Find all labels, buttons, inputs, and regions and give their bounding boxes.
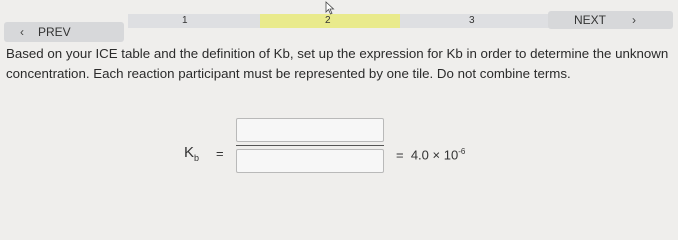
fraction-bar <box>236 145 384 146</box>
kb-main: K <box>184 144 195 161</box>
chevron-right-icon: › <box>632 13 637 27</box>
prev-label: PREV <box>38 25 71 39</box>
next-label: NEXT <box>574 13 607 27</box>
denominator-drop-zone[interactable] <box>236 149 384 173</box>
kb-value <box>396 147 465 162</box>
rhs-exponent: -6 <box>458 147 466 156</box>
step-2[interactable]: 2 <box>325 15 331 26</box>
kb-subscript: b <box>194 153 200 163</box>
numerator-drop-zone[interactable] <box>236 118 384 142</box>
chevron-left-icon: ‹ <box>20 25 24 39</box>
kb-symbol <box>184 144 199 163</box>
rhs-mantissa: 4.0 × 10 <box>410 147 459 163</box>
question-text: Based on your ICE table and the definition of Kb, set up the expression for Kb in order to determine the unknown concentration. Each reaction participant must be represented by one tile. Do not combine terms. <box>6 46 669 81</box>
step-1[interactable]: 1 <box>182 15 188 26</box>
step-3[interactable]: 3 <box>469 15 475 26</box>
rhs-equals: = <box>396 147 404 163</box>
equals-sign: = <box>216 146 224 161</box>
